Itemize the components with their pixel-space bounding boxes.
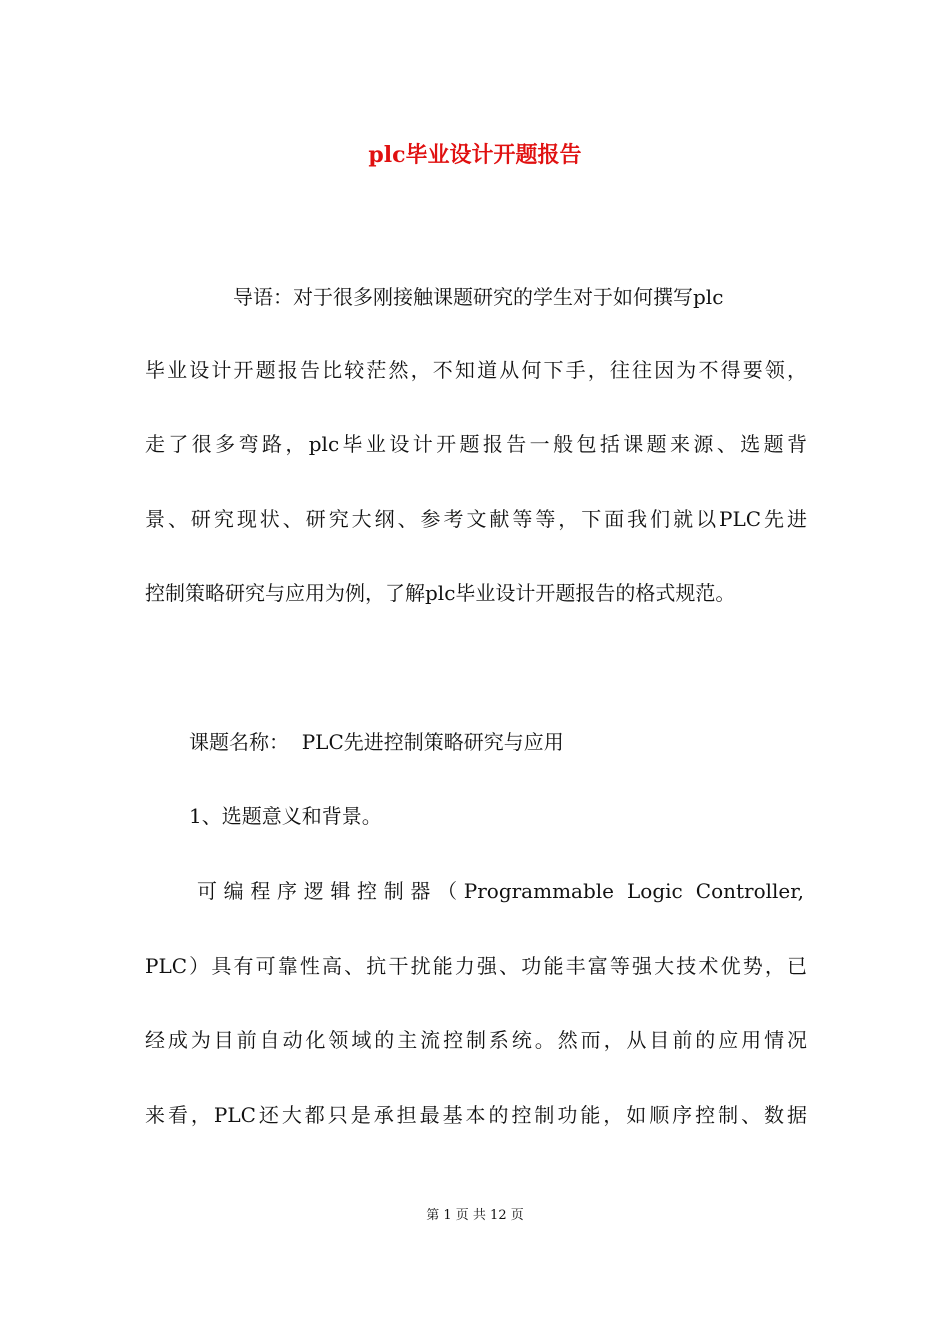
- intro-line-3: 走了很多弯路，plc毕业设计开题报告一般包括课题来源、选题背: [145, 432, 807, 456]
- page-footer: 第 1 页 共 12 页: [426, 1208, 524, 1223]
- intro-line-2: 毕业设计开题报告比较茫然，不知道从何下手，往往因为不得要领，: [145, 358, 807, 382]
- intro-line-1: 导语：对于很多刚接触课题研究的学生对于如何撰写plc: [233, 285, 724, 309]
- intro-line-5: 控制策略研究与应用为例，了解plc毕业设计开题报告的格式规范。: [145, 581, 736, 605]
- body-line-1: 可编程序逻辑控制器（Programmable Logic Controller,: [197, 879, 804, 903]
- topic-name-line: 课题名称： PLC先进控制策略研究与应用: [189, 730, 564, 754]
- section-heading: 1、选题意义和背景。: [189, 804, 382, 828]
- intro-line-4: 景、研究现状、研究大纲、参考文献等等，下面我们就以PLC先进: [145, 507, 807, 531]
- body-line-2: PLC）具有可靠性高、抗干扰能力强、功能丰富等强大技术优势，已: [145, 954, 807, 978]
- body-line-4: 来看，PLC还大都只是承担最基本的控制功能，如顺序控制、数据: [145, 1103, 807, 1127]
- body-line-3: 经成为目前自动化领域的主流控制系统。然而，从目前的应用情况: [145, 1028, 807, 1052]
- document-title: plc毕业设计开题报告: [368, 142, 582, 168]
